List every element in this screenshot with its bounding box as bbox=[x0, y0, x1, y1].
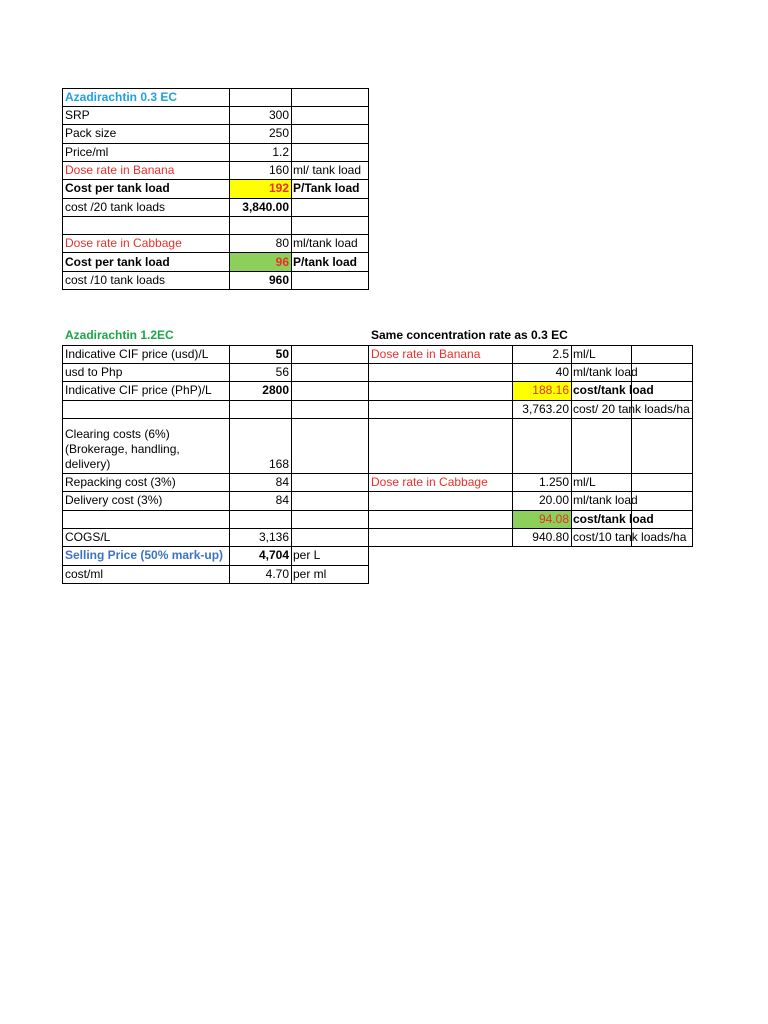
cif-usd-value: 50 bbox=[275, 347, 289, 361]
cabbage-cost-value: 94.08 bbox=[538, 512, 569, 526]
cogs-value: 3,136 bbox=[258, 530, 289, 544]
cabbage-cost-unit: P/tank load bbox=[293, 255, 358, 269]
cabbage-total-value: 960 bbox=[268, 273, 289, 287]
cost-per-ml-value: 4.70 bbox=[265, 567, 289, 581]
cabbage-rate-unit: ml/L bbox=[573, 475, 596, 489]
banana-cost-label: Cost per tank load bbox=[65, 181, 170, 195]
delivery-cost-label: Delivery cost (3%) bbox=[65, 493, 163, 507]
pack-size-value: 250 bbox=[268, 126, 289, 140]
repacking-cost-value: 84 bbox=[275, 475, 289, 489]
cabbage-dose-label: Dose rate in Cabbage bbox=[65, 236, 182, 250]
banana-dose-unit: ml/ tank load bbox=[293, 163, 362, 177]
cif-php-value: 2800 bbox=[262, 383, 289, 397]
cabbage-dose-unit: ml/tank load bbox=[293, 236, 358, 250]
banana-rate-unit: ml/L bbox=[573, 347, 596, 361]
banana-total-value: 3,840.00 bbox=[242, 200, 289, 214]
selling-price-unit: per L bbox=[293, 548, 321, 562]
concentration-note: Same concentration rate as 0.3 EC bbox=[371, 328, 568, 342]
usd-to-php-value: 56 bbox=[275, 365, 289, 379]
banana-total-label: cost /20 tank loads bbox=[65, 200, 166, 214]
cost-per-ml-unit: per ml bbox=[293, 567, 327, 581]
srp-label: SRP bbox=[65, 108, 90, 122]
clearing-costs-label: Clearing costs (6%) (Brokerage, handling, delivery) bbox=[65, 427, 180, 471]
cabbage-dose-value: 80 bbox=[275, 236, 289, 250]
selling-price-label: Selling Price (50% mark-up) bbox=[65, 548, 224, 562]
cabbage-total-unit: cost/10 tank loads/ha bbox=[573, 530, 687, 544]
delivery-cost-value: 84 bbox=[275, 493, 289, 507]
srp-value: 300 bbox=[268, 108, 289, 122]
cabbage-cost-unit: cost/tank load bbox=[573, 512, 654, 526]
cabbage-total-label: cost /10 tank loads bbox=[65, 273, 166, 287]
banana-tank-value: 40 bbox=[555, 365, 569, 379]
banana-dose-label: Dose rate in Banana bbox=[371, 347, 481, 361]
repacking-cost-label: Repacking cost (3%) bbox=[65, 475, 176, 489]
cabbage-rate-value: 1.250 bbox=[538, 475, 569, 489]
table2-title: Azadirachtin 1.2EC bbox=[65, 328, 174, 342]
pack-size-label: Pack size bbox=[65, 126, 117, 140]
cabbage-tank-value: 20.00 bbox=[538, 493, 569, 507]
banana-cost-value: 188.16 bbox=[532, 383, 569, 397]
selling-price-value: 4,704 bbox=[258, 548, 289, 562]
banana-dose-value: 160 bbox=[268, 163, 289, 177]
cabbage-cost-label: Cost per tank load bbox=[65, 255, 170, 269]
cost-per-ml-label: cost/ml bbox=[65, 567, 104, 581]
banana-tank-unit: ml/tank load bbox=[573, 365, 638, 379]
banana-cost-unit: cost/tank load bbox=[573, 383, 654, 397]
usd-to-php-label: usd to Php bbox=[65, 365, 123, 379]
table1-title: Azadirachtin 0.3 EC bbox=[65, 90, 178, 104]
banana-cost-value: 192 bbox=[268, 181, 289, 195]
banana-dose-label: Dose rate in Banana bbox=[65, 163, 175, 177]
clearing-costs-value: 168 bbox=[268, 457, 289, 471]
banana-total-unit: cost/ 20 tank loads/ha bbox=[573, 402, 690, 416]
banana-total-value: 3,763.20 bbox=[522, 402, 569, 416]
banana-rate-value: 2.5 bbox=[552, 347, 569, 361]
cabbage-tank-unit: ml/tank load bbox=[573, 493, 638, 507]
price-per-ml-label: Price/ml bbox=[65, 145, 109, 159]
cif-php-label: Indicative CIF price (PhP)/L bbox=[65, 383, 212, 397]
cogs-label: COGS/L bbox=[65, 530, 111, 544]
banana-cost-unit: P/Tank load bbox=[293, 181, 360, 195]
price-per-ml-value: 1.2 bbox=[272, 145, 289, 159]
cabbage-cost-value: 96 bbox=[275, 255, 289, 269]
cif-usd-label: Indicative CIF price (usd)/L bbox=[65, 347, 209, 361]
cabbage-total-value: 940.80 bbox=[532, 530, 569, 544]
cabbage-dose-label: Dose rate in Cabbage bbox=[371, 475, 488, 489]
